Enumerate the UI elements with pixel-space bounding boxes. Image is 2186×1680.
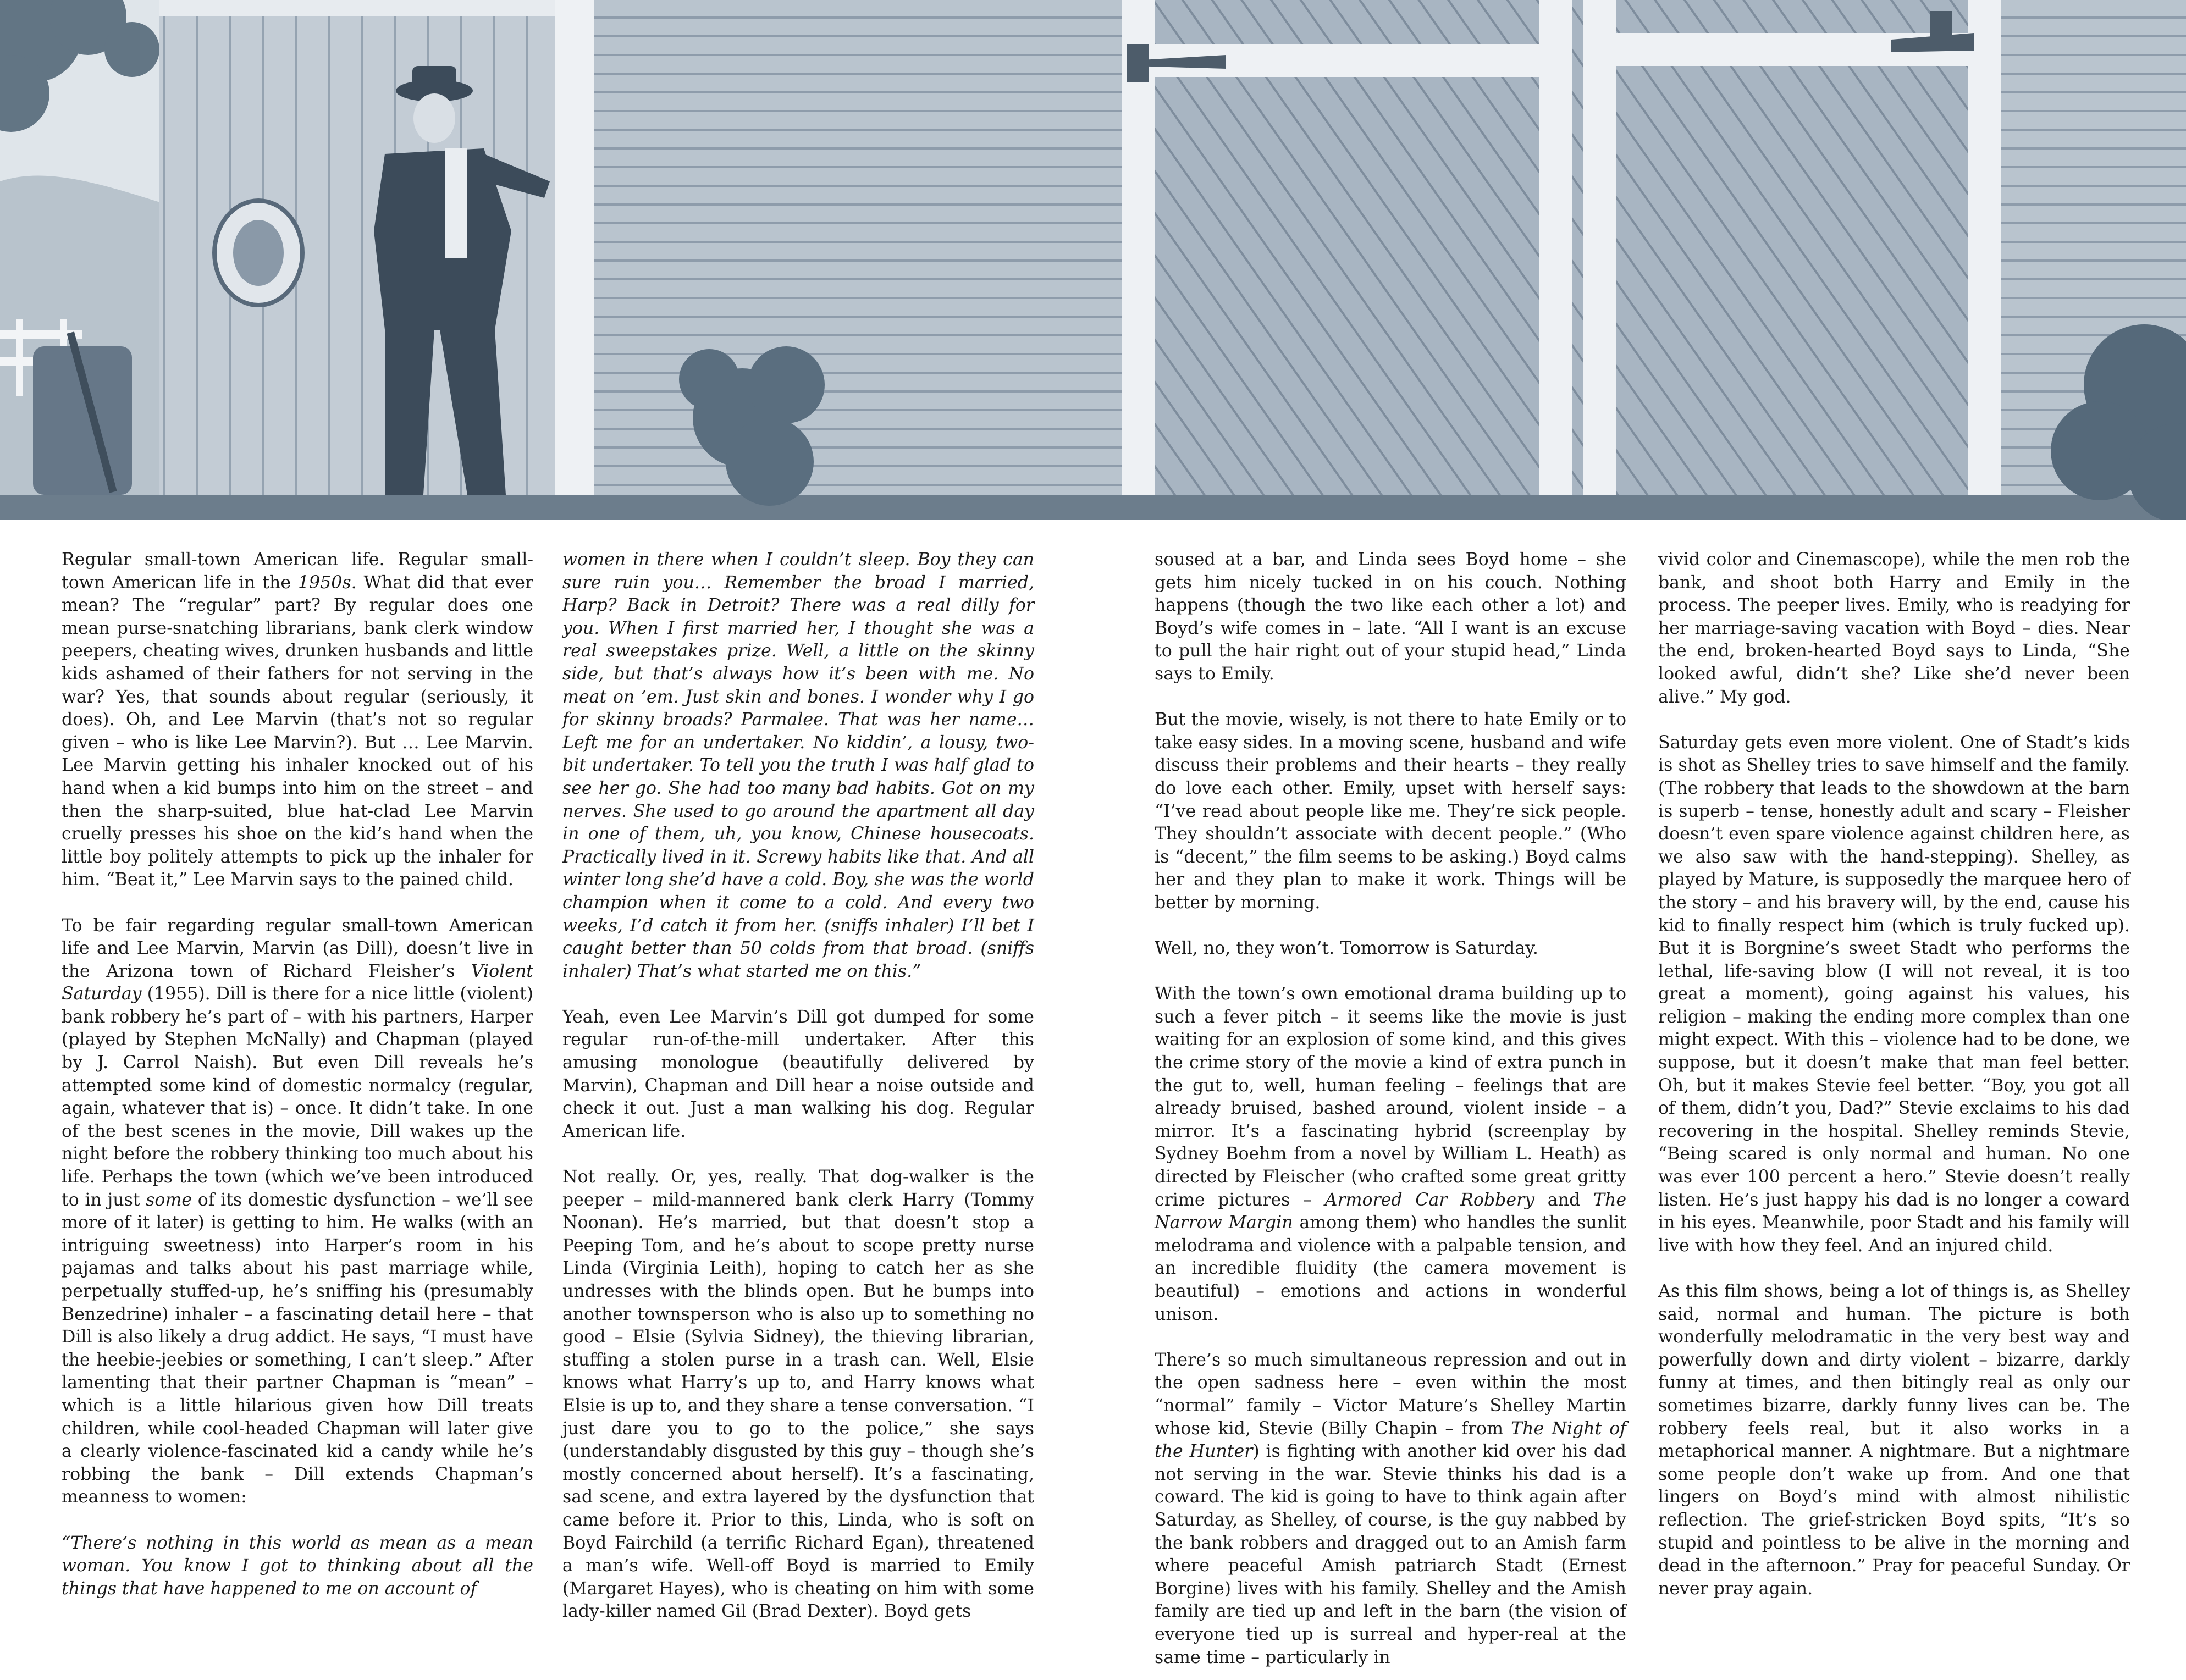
text-column-2 <box>562 549 1034 1623</box>
ground <box>0 495 2186 520</box>
paragraph <box>1658 549 2130 709</box>
text-run: Well, no, they won’t. Tomorrow is Saturday. <box>1155 938 1538 959</box>
italic-text-run: Armored Car Robbery <box>1324 1190 1535 1210</box>
text-column-1 <box>62 549 533 1600</box>
barn-siding <box>594 0 1122 520</box>
door-frame-post <box>555 0 594 520</box>
text-run: . What did that ever mean? The “regular” part? By regular does one mean purse-snatching librarians, bank clerk window peepers, cheating wives, drunken husbands and little kids ashamed of their fathers for not serving in the war? Yes, that sounds about regular (seriously, it does). Oh, and Lee Marvin (that’s not so regular given – who is like Lee Marvin?). But … Lee Marvin. Lee Marvin getting his inhaler knocked out of his hand when a kid bumps into him on the street – and then the sharp-suited, blue hat-clad Lee Marvin cruelly presses his shoe on the kid’s hand when the little boy politely attempts to pick up the inhaler for him. “Beat it,” Lee Marvin says to the pained child. <box>62 572 534 890</box>
italic-text-run: The Narrow Margin <box>1155 1190 1627 1233</box>
text-run: (1955). Dill is there for a nice little (violent) bank robbery he’s part of – with his partners, Harper (played by Stephen McNally) and Chapman (played by J. Carrol Naish). But even Dill reveals he’s attempted some kind of domestic normalcy (regular, again, whatever that is) – once. It didn’t take. In one of the best scenes in the movie, Dill wakes up the night before the robbery thinking too much about his life. Perhaps the town (which we’ve been introduced to in just <box>62 984 533 1210</box>
paragraph <box>562 1166 1034 1623</box>
paragraph <box>1658 1280 2130 1600</box>
paragraph <box>62 915 533 1509</box>
text-run: of its domestic dysfunction – we’ll see more of it later) is getting to him. He walks (with an intriguing sweetness) into Harper’s room in his pajamas and talks about his past marriage while, perpetually stuffed-up, he’s sniffing his (presumably Benzedrine) inhaler – a fascinating detail here – that Dill is also likely a drug addict. He says, “I must have the heebie-jeebies or something, I can’t sleep.” After lamenting that their partner Chapman is “mean” – which is a little hilarious given how Dill treats children, while cool-headed Chapman will later give a clearly violence-fascinated kid a candy while he’s robbing the bank – Dill extends Chapman’s meanness to women: <box>62 1190 533 1507</box>
paragraph <box>1155 549 1626 686</box>
italic-text-run: The Night of the Hunter <box>1155 1418 1626 1462</box>
text-run: To be fair regarding regular small-town American life and Lee Marvin, Marvin (as Dill), doesn’t live in the Arizona town of Richard Fleisher’s <box>62 915 533 981</box>
text-column-3 <box>1155 549 1626 1669</box>
italic-text-run: Violent Saturday <box>62 961 533 1004</box>
paragraph <box>1155 1349 1626 1669</box>
text-run: Not really. Or, yes, really. That dog-walker is the peeper – mild-mannered bank clerk Harry (Tommy Noonan). He’s married, but that doesn’t stop a Peeping Tom, and he’s about to scope pretty nurse Linda (Virginia Leith), hoping to catch her as she undresses with the blinds open. But he bumps into another townsperson who is also up to something no good – Elsie (Sylvia Sidney), the thieving librarian, stuffing a stolen purse in a trash can. Well, Elsie knows what Harry’s up to, and Harry knows what Elsie is up to, and they share a tense conversation. “I just dare you to go to the police,” she says (understandably disgusted by this guy – though she’s mostly concerned about herself). It’s a fascinating, sad scene, and extra layered by the dysfunction that came before it. Prior to this, Linda, who is soft on Boyd Fairchild (a terrific Richard Egan), threatened a man’s wife. Well-off Boyd is married to Emily (Margaret Hayes), who is cheating on him with some lady-killer named Gil (Brad Dexter). Boyd gets <box>562 1167 1034 1622</box>
text-run: soused at a bar, and Linda sees Boyd home – she gets him nicely tucked in on his couch. Nothing happens (though the two like each other a lot) and Boyd’s wife comes in – late. “All I want is an excuse to pull the hair right out of your stupid head,” Linda says to Emily. <box>1155 550 1626 684</box>
text-run: Saturday gets even more violent. One of Stadt’s kids is shot as Shelley tries to save himself and the family. (The robbery that leads to the showdown at the barn is superb – tense, honestly adult and scary – Fleisher doesn’t even spare violence against children here, as we also saw with the hand-stepping). Shelley, as played by Mature, is supposedly the marquee hero of the story – and his bravery will, by the end, cause his kid to finally respect him (which is truly fucked up). But it is Borgnine’s sweet Stadt who performs the lethal, life-saving blow (I will not reveal, it is too great a moment), going against his values, his religion – making the ending more complex than one might expect. With this – violence had to be done, we suppose, but it doesn’t make that man feel better. Oh, but it makes Stevie feel better. “Boy, you got all of them, didn’t you, Dad?” Stevie exclaims to his dad recovering in the hospital. Shelley reminds Stevie, “Being scared is only normal and human. No one was ever 100 percent a hero.” Stevie doesn’t really listen. He’s just happy his dad is no longer a coward in his eyes. Meanwhile, poor Stadt and his family will live with how they feel. And an injured child. <box>1658 732 2130 1256</box>
barn-door-right <box>1578 0 2001 520</box>
text-run: and <box>1534 1190 1593 1210</box>
header-illustration <box>0 0 2186 520</box>
text-run: among them) who handles the sunlit melodrama and violence with a palpable tension, and an incredible fluidity (the camera movement is beautiful) – emotions and actions in wonderful unison. <box>1155 1213 1626 1324</box>
barn-door-left <box>1122 0 1578 520</box>
italic-text-run: 1950s <box>297 572 351 593</box>
paragraph <box>1155 937 1626 960</box>
text-run: ) is fighting with another kid over his dad not serving in the war. Stevie thinks his dad is a coward. The kid is going to have to think again after Saturday, as Shelley, of course, is the guy nabbed by the bank robbers and dragged out to an Amish farm where peaceful Amish patriarch Stadt (Ernest Borgine) lives with his family. Shelley and the Amish family are tied up and left in the barn (the vision of everyone tied up is surreal and hyper-real at the same time – particularly in <box>1155 1441 1626 1667</box>
text-run: There’s so much simultaneous repression and out in the open sadness here – even within the most “normal” family – Victor Mature’s Shelley Martin whose kid, Stevie (Billy Chapin – from <box>1155 1350 1626 1439</box>
paragraph <box>1155 983 1626 1326</box>
text-run: Regular small-town American life. Regular small-town American life in the <box>62 550 533 593</box>
paragraph <box>562 1006 1034 1143</box>
italic-text-run: some <box>146 1190 192 1210</box>
quote-paragraph <box>62 1532 533 1601</box>
text-column-4 <box>1658 549 2130 1600</box>
italic-text-run: “There’s nothing in this world as mean as a mean woman. You know I got to thinking about all the things that have happened to me on account of <box>62 1533 533 1599</box>
text-run: But the movie, wisely, is not there to hate Emily or to take easy sides. In a moving scene, husband and wife discuss their problems and their hearts – they really do love each other. Emily, upset with herself says: “I’ve read about people like me. They’re sick people. They shouldn’t associate with decent people.” (Who is “decent,” the film seems to be asking.) Boyd calms her and they plan to make it work. Things will be better by morning. <box>1155 710 1626 913</box>
hanging-pot <box>214 201 302 305</box>
text-run: vivid color and Cinemascope), while the men rob the bank, and shoot both Harry and Emily in the process. The peeper lives. Emily, who is readying for her marriage-saving vacation with Boyd – dies. Near the end, broken-hearted Boyd says to Linda, “She looked awful, didn’t she? Like she’d never been alive.” My god. <box>1658 550 2130 707</box>
paragraph <box>1658 732 2130 1258</box>
italic-text-run: women in there when I couldn’t sleep. Boy they can sure ruin you… Remember the broad I married, Harp? Back in Detroit? There was a real dilly for you. When I first married her, I thought she was a real sweepstakes prize. Well, a little on the skinny side, but that’s always how it’s been with me. No meat on ’em. Just skin and bones. I wonder why I go for skinny broads? Parmalee. That was her name… Left me for an undertaker. No kiddin’, a lousy, two-bit undertaker. To tell you the truth I was half glad to see her go. She had too many bad habits. Got on my nerves. She used to go around the apartment all day in one of them, uh, you know, Chinese housecoats. Practically lived in it. Screwy habits like that. And all winter long she’d have a cold. Boy, she was the world champion when it come to a cold. And every two weeks, I’d catch it from her. (sniffs inhaler) I’ll bet I caught better than 50 colds from that broad. (sniffs inhaler) That’s what started me on this.” <box>562 550 1034 981</box>
text-run: Yeah, even Lee Marvin’s Dill got dumped for some regular run-of-the-mill undertaker. After this amusing monologue (beautifully delivered by Marvin), Chapman and Dill hear a noise outside and check it out. Just a man walking his dog. Regular American life. <box>562 1007 1034 1141</box>
text-run: As this film shows, being a lot of things is, as Shelley said, normal and human. The picture is both wonderfully melodramatic in the very best way and powerfully down and dirty violent – bizarre, darkly funny at times, and then bitingly real as only our sometimes bizarre, darkly funny lives can be. The robbery feels real, but it also works in a metaphorical manner. A nightmare. But a nightmare some people don’t wake up from. And one that lingers on Boyd’s mind with almost nihilistic reflection. The grief-stricken Boyd spits, “It’s so stupid and pointless to be alive in the morning and dead in the afternoon.” Pray for peaceful Sunday. Or never pray again. <box>1658 1281 2130 1599</box>
barn-roof-edge <box>159 0 594 16</box>
text-run: With the town’s own emotional drama building up to such a fever pitch – it seems like the movie is just waiting for an explosion of some kind, and this gives the crime story of the movie a kind of extra punch in the gut to, well, human feeling – feelings that are already bruised, bashed around, violent inside – a mirror. It’s a fascinating hybrid (screenplay by Sydney Boehm from a novel by William L. Heath) as directed by Fleischer (who crafted some great gritty crime pictures – <box>1155 984 1626 1210</box>
paragraph <box>1155 709 1626 914</box>
paragraph <box>62 549 533 892</box>
quote-paragraph <box>562 549 1034 983</box>
